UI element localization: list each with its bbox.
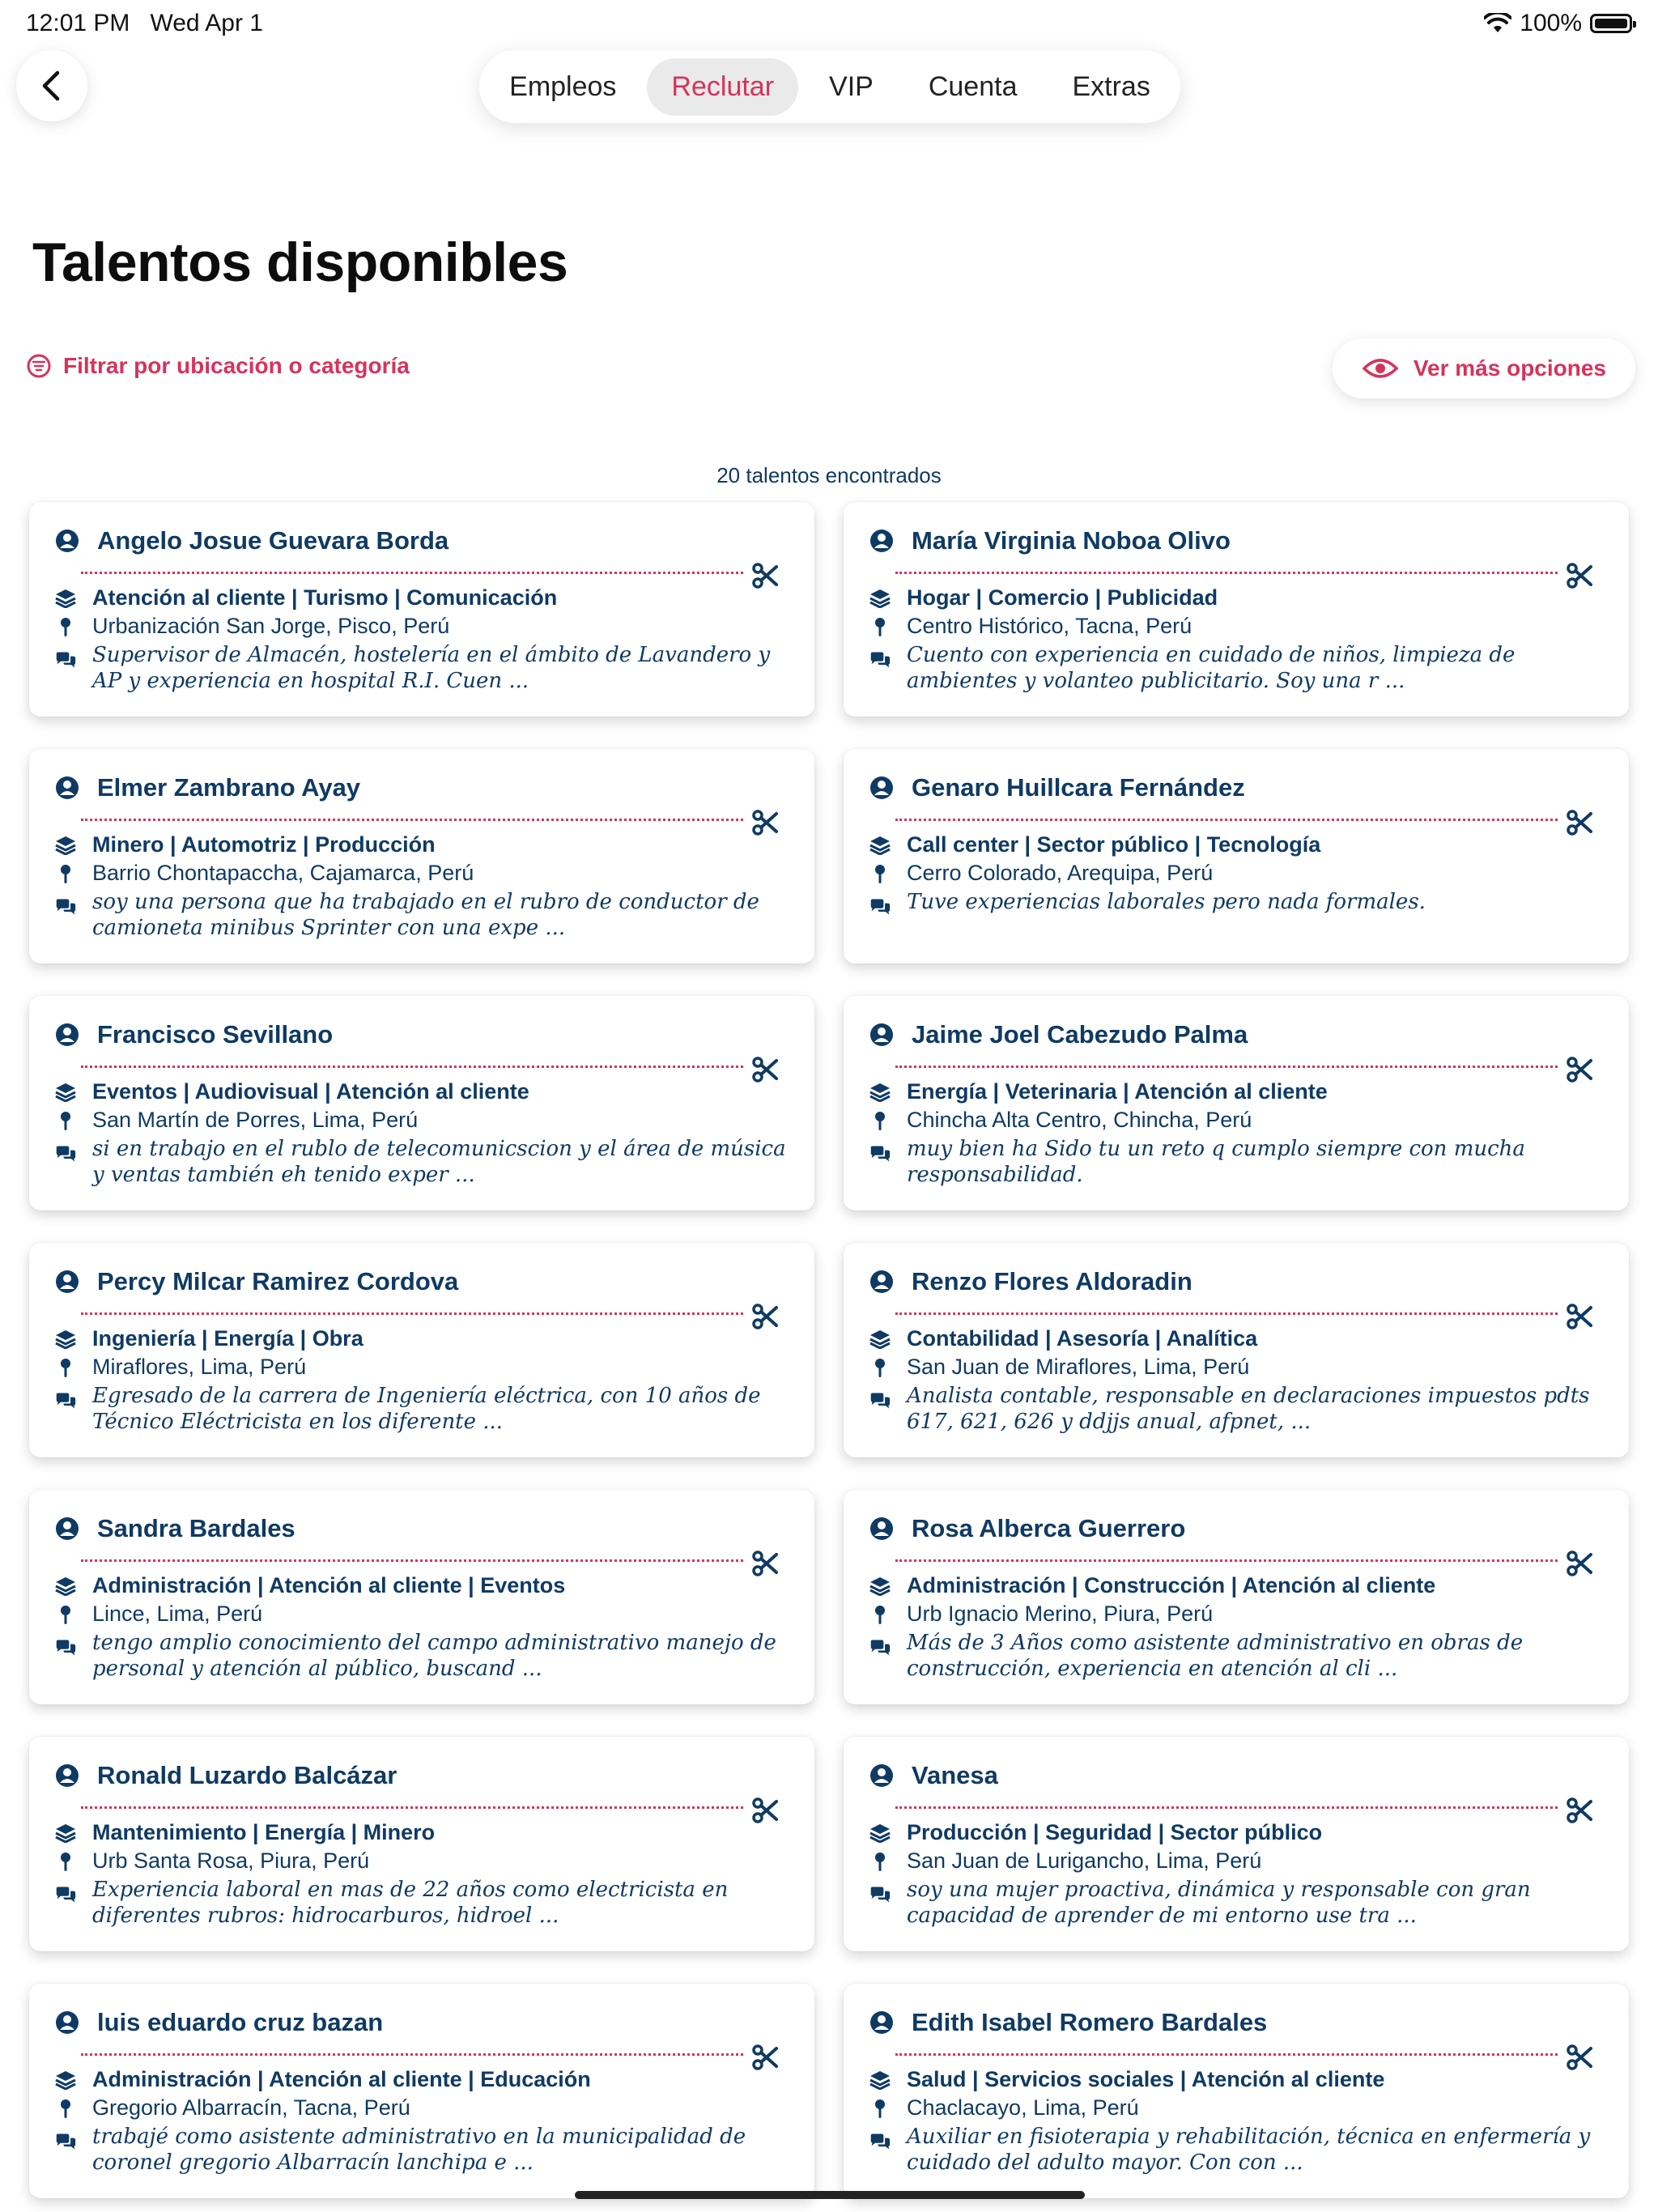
- pin-icon: [874, 1111, 886, 1132]
- talent-name: Jaime Joel Cabezudo Palma: [912, 1020, 1248, 1049]
- comments-icon: [55, 897, 76, 917]
- talent-card[interactable]: [29, 749, 814, 963]
- layers-icon: [869, 1329, 891, 1349]
- scissors-icon[interactable]: [1566, 2044, 1593, 2071]
- pin-icon: [59, 1852, 72, 1873]
- talent-name: Edith Isabel Romero Bardales: [912, 2008, 1268, 2036]
- talent-name: Vanesa: [912, 1761, 998, 1789]
- talent-categories: Mantenimiento | Energía | Minero: [92, 1820, 436, 1844]
- more-options-button[interactable]: [1333, 338, 1635, 398]
- talent-card[interactable]: [29, 502, 814, 717]
- talent-card[interactable]: [844, 996, 1629, 1210]
- comments-icon: [869, 1885, 891, 1904]
- talent-name: María Virginia Noboa Olivo: [912, 526, 1231, 555]
- talent-name: Francisco Sevillano: [97, 1020, 334, 1049]
- scissors-icon[interactable]: [1566, 1550, 1593, 1577]
- pin-icon: [59, 1358, 72, 1379]
- talent-categories: Minero | Automotriz | Producción: [92, 832, 436, 857]
- scissors-icon[interactable]: [1566, 809, 1593, 836]
- pin-icon: [59, 617, 72, 638]
- talent-description: tengo amplio conocimiento del campo administrativo manejo de personal y atención al público, buscand ...: [92, 1631, 776, 1681]
- status-bar: [0, 0, 1658, 52]
- talent-location: Barrio Chontapaccha, Cajamarca, Perú: [92, 861, 474, 885]
- talent-location: Gregorio Albarracín, Tacna, Perú: [92, 2095, 410, 2120]
- talent-name: Angelo Josue Guevara Borda: [97, 526, 449, 555]
- talent-categories: Administración | Construcción | Atención al cliente: [907, 1573, 1436, 1597]
- card-divider: [81, 572, 743, 574]
- talent-card[interactable]: [844, 502, 1629, 717]
- layers-icon: [55, 1083, 76, 1102]
- talent-location: Urb Ignacio Merino, Piura, Perú: [907, 1602, 1214, 1626]
- comments-icon: [869, 1638, 891, 1657]
- comments-icon: [55, 1144, 76, 1163]
- wifi-icon: [1484, 13, 1511, 34]
- layers-icon: [869, 1823, 891, 1843]
- talent-categories: Call center | Sector público | Tecnología: [907, 832, 1321, 857]
- talent-location: Urb Santa Rosa, Piura, Perú: [92, 1848, 370, 1873]
- talent-description: Experiencia laboral en mas de 22 años como electricista en diferentes rubros: hidrocarburos, hidroel ...: [92, 1878, 729, 1928]
- talent-categories: Salud | Servicios sociales | Atención al cliente: [907, 2067, 1385, 2091]
- card-divider: [81, 2053, 743, 2056]
- card-divider: [895, 572, 1558, 574]
- pin-icon: [874, 1852, 886, 1873]
- talent-card[interactable]: [844, 1984, 1629, 2198]
- comments-icon: [869, 1144, 891, 1163]
- talent-categories: Producción | Seguridad | Sector público: [907, 1820, 1323, 1844]
- talent-location: San Martín de Porres, Lima, Perú: [92, 1108, 419, 1132]
- user-icon: [869, 1023, 894, 1047]
- filter-button[interactable]: [26, 353, 410, 379]
- talent-categories: Energía | Veterinaria | Atención al cliente: [907, 1079, 1328, 1104]
- talent-categories: Administración | Atención al cliente | Eventos: [92, 1573, 566, 1597]
- talent-card[interactable]: [844, 749, 1629, 963]
- card-divider: [895, 1559, 1558, 1562]
- talent-card[interactable]: [29, 1984, 814, 2198]
- talent-name: Renzo Flores Aldoradin: [912, 1267, 1192, 1295]
- talent-categories: Administración | Atención al cliente | Educación: [92, 2067, 591, 2091]
- user-icon: [55, 2010, 79, 2035]
- card-divider: [895, 819, 1558, 821]
- tab-extras[interactable]: Extras: [1072, 70, 1150, 102]
- pin-icon: [874, 617, 886, 638]
- talent-name: Rosa Alberca Guerrero: [912, 1514, 1186, 1542]
- chevron-left-icon: [40, 70, 64, 102]
- page-title: Talentos disponibles: [32, 232, 568, 293]
- layers-icon: [869, 1083, 891, 1102]
- more-options-label: Ver más opciones: [1413, 355, 1606, 381]
- talent-location: Chaclacayo, Lima, Perú: [907, 2095, 1139, 2120]
- talent-location: Miraflores, Lima, Perú: [92, 1355, 307, 1379]
- scissors-icon[interactable]: [1566, 1056, 1593, 1083]
- user-icon: [869, 1516, 894, 1541]
- talent-card[interactable]: [29, 996, 814, 1210]
- talent-location: San Juan de Lurigancho, Lima, Perú: [907, 1848, 1262, 1873]
- talent-location: Lince, Lima, Perú: [92, 1602, 263, 1626]
- battery-icon: [1590, 14, 1632, 33]
- layers-icon: [869, 589, 891, 608]
- user-icon: [55, 776, 79, 800]
- card-divider: [81, 1559, 743, 1562]
- pin-icon: [59, 1605, 72, 1626]
- scissors-icon[interactable]: [751, 1550, 779, 1577]
- talent-description: trabajé como asistente administrativo en la municipalidad de coronel gregorio Albarracín lanchipa e ...: [92, 2125, 746, 2175]
- scissors-icon[interactable]: [751, 2044, 779, 2071]
- talent-name: Percy Milcar Ramirez Cordova: [97, 1267, 459, 1295]
- layers-icon: [55, 589, 76, 608]
- filter-label: Filtrar por ubicación o categoría: [63, 353, 410, 378]
- talent-description: Egresado de la carrera de Ingeniería eléctrica, con 10 años de Técnico Eléctricista en los diferente ...: [92, 1384, 761, 1434]
- tab-vip[interactable]: VIP: [829, 70, 874, 102]
- talent-description: Analista contable, responsable en declaraciones impuestos pdts 617, 621, 626 y ddjjs anual, afpnet, ...: [907, 1384, 1590, 1434]
- talent-description: si en trabajo en el rublo de telecomunicscion y el área de música y ventas también eh tenido exper ...: [92, 1137, 786, 1187]
- talent-card[interactable]: [29, 1243, 814, 1457]
- tab-empleos[interactable]: Empleos: [509, 70, 617, 102]
- results-count: 20 talentos encontrados: [716, 463, 942, 487]
- talent-location: Centro Histórico, Tacna, Perú: [907, 614, 1192, 638]
- card-divider: [895, 1066, 1558, 1068]
- home-indicator: [575, 2191, 1085, 2199]
- talent-name: Sandra Bardales: [97, 1514, 295, 1542]
- scissors-icon[interactable]: [751, 809, 779, 836]
- card-divider: [81, 819, 743, 821]
- top-tab-bar: [479, 50, 1180, 123]
- user-icon: [869, 776, 894, 800]
- talent-location: San Juan de Miraflores, Lima, Perú: [907, 1355, 1250, 1379]
- status-time: 12:01 PM: [26, 10, 130, 36]
- status-date: Wed Apr 1: [150, 10, 263, 36]
- user-icon: [55, 1763, 79, 1788]
- talent-categories: Ingeniería | Energía | Obra: [92, 1326, 363, 1351]
- scissors-icon[interactable]: [751, 1797, 779, 1824]
- pin-icon: [874, 1605, 886, 1626]
- card-divider: [895, 1312, 1558, 1315]
- comments-icon: [55, 650, 76, 670]
- talent-card[interactable]: [844, 1737, 1629, 1951]
- layers-icon: [869, 1576, 891, 1596]
- talent-categories: Hogar | Comercio | Publicidad: [907, 585, 1218, 610]
- comments-icon: [55, 1391, 76, 1410]
- talent-grid: [29, 502, 1629, 2198]
- pin-icon: [874, 864, 886, 885]
- talent-description: Auxiliar en fisioterapia y rehabilitación, técnica en enfermería y cuidado del adulto mayor. Con con ...: [907, 2125, 1591, 2175]
- talent-description: soy una mujer proactiva, dinámica y responsable con gran capacidad de aprender de mi entorno use tra ...: [907, 1878, 1531, 1928]
- talent-location: Chincha Alta Centro, Chincha, Perú: [907, 1108, 1252, 1132]
- tab-reclutar[interactable]: Reclutar: [647, 58, 798, 116]
- talent-location: Urbanización San Jorge, Pisco, Perú: [92, 614, 450, 638]
- comments-icon: [869, 897, 891, 917]
- comments-icon: [55, 1885, 76, 1904]
- layers-icon: [869, 836, 891, 855]
- filter-icon: [26, 353, 52, 379]
- talent-description: muy bien ha Sido tu un reto q cumplo siempre con mucha responsabilidad.: [907, 1137, 1525, 1187]
- scissors-icon[interactable]: [1566, 1303, 1593, 1330]
- layers-icon: [55, 1576, 76, 1596]
- talent-location: Cerro Colorado, Arequipa, Perú: [907, 861, 1214, 885]
- talent-card[interactable]: [844, 1243, 1629, 1457]
- card-divider: [81, 1806, 743, 1809]
- tab-cuenta[interactable]: Cuenta: [928, 70, 1018, 102]
- talent-name: Genaro Huillcara Fernández: [912, 773, 1245, 802]
- card-divider: [895, 1806, 1558, 1809]
- pin-icon: [874, 1358, 886, 1379]
- comments-icon: [55, 1638, 76, 1657]
- talent-description: Cuento con experiencia en cuidado de niños, limpieza de ambientes y volanteo publicitario. Soy una r ...: [907, 643, 1516, 693]
- user-icon: [869, 529, 894, 553]
- user-icon: [55, 1516, 79, 1541]
- card-divider: [895, 2053, 1558, 2056]
- pin-icon: [59, 2099, 72, 2120]
- card-divider: [81, 1312, 743, 1315]
- talent-description: Tuve experiencias laborales pero nada formales.: [907, 890, 1426, 914]
- talent-card[interactable]: [29, 1490, 814, 1704]
- comments-icon: [869, 650, 891, 670]
- talent-name: Elmer Zambrano Ayay: [97, 773, 361, 802]
- scissors-icon[interactable]: [751, 1056, 779, 1083]
- talent-name: luis eduardo cruz bazan: [97, 2008, 384, 2036]
- scissors-icon[interactable]: [1566, 1797, 1593, 1824]
- eye-icon: [1362, 356, 1399, 381]
- layers-icon: [869, 2070, 891, 2090]
- pin-icon: [59, 864, 72, 885]
- pin-icon: [874, 2099, 886, 2120]
- comments-icon: [55, 2132, 76, 2151]
- layers-icon: [55, 2070, 76, 2090]
- layers-icon: [55, 836, 76, 855]
- layers-icon: [55, 1329, 76, 1349]
- talent-categories: Eventos | Audiovisual | Atención al cliente: [92, 1079, 529, 1104]
- user-icon: [869, 1763, 894, 1788]
- talent-card[interactable]: [29, 1737, 814, 1951]
- card-divider: [81, 1066, 743, 1068]
- talent-categories: Contabilidad | Asesoría | Analítica: [907, 1326, 1258, 1351]
- scissors-icon[interactable]: [1566, 562, 1593, 589]
- talent-name: Ronald Luzardo Balcázar: [97, 1761, 397, 1789]
- user-icon: [869, 1270, 894, 1294]
- back-button[interactable]: [16, 50, 87, 121]
- user-icon: [55, 1023, 79, 1047]
- talent-card[interactable]: [844, 1490, 1629, 1704]
- scissors-icon[interactable]: [751, 1303, 779, 1330]
- comments-icon: [869, 1391, 891, 1410]
- talent-categories: Atención al cliente | Turismo | Comunicación: [92, 585, 558, 610]
- scissors-icon[interactable]: [751, 562, 779, 589]
- user-icon: [55, 1270, 79, 1294]
- talent-description: Más de 3 Años como asistente administrativo en obras de construcción, experiencia en atención al cli ...: [907, 1631, 1524, 1681]
- talent-description: soy una persona que ha trabajado en el rubro de conductor de camioneta minibus Sprinter con una expe ...: [92, 890, 759, 940]
- pin-icon: [59, 1111, 72, 1132]
- user-icon: [869, 2010, 894, 2035]
- user-icon: [55, 529, 79, 553]
- comments-icon: [869, 2132, 891, 2151]
- layers-icon: [55, 1823, 76, 1843]
- battery-percent: 100%: [1520, 10, 1582, 36]
- talent-description: Supervisor de Almacén, hostelería en el ámbito de Lavandero y AP y experiencia en hospital R.I. Cuen ...: [92, 643, 771, 693]
